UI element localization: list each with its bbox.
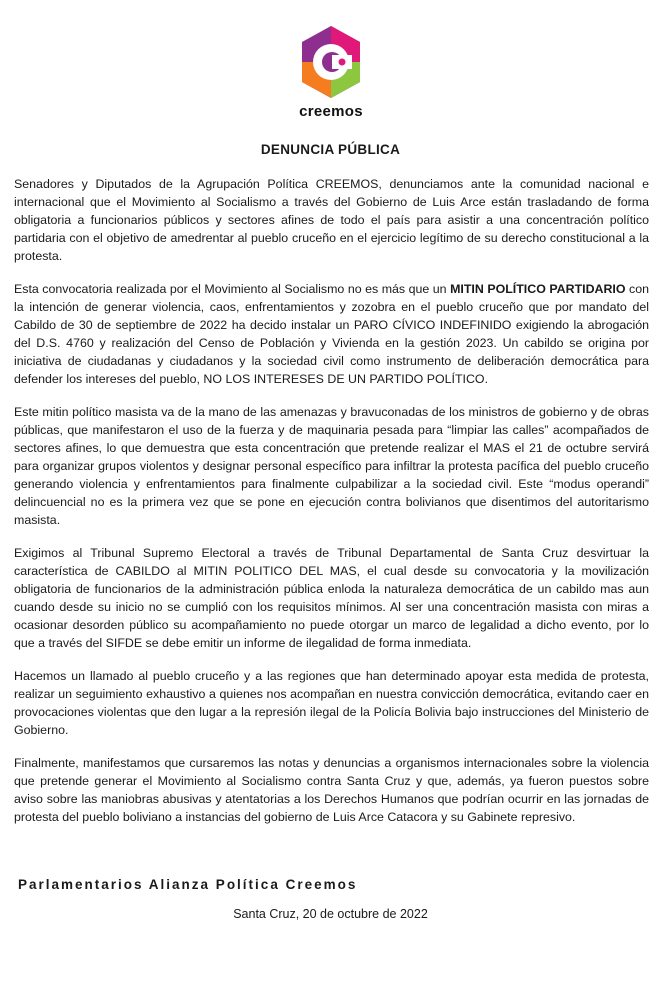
bold-text: MITIN POLÍTICO PARTIDARIO [450,282,626,296]
paragraph-text: Exigimos al Tribunal Supremo Electoral a través de Tribunal Departamental de Santa Cruz desvirtuar la característica de CABILDO al MITIN POLITICO DEL MAS, el cual desde su convocatoria y la movilización obligatoria de funcionarios de la administración pública enloda la naturaleza democrática de un cabildo mas aun cuando desde su inicio no se cumplió con los requisitos mínimos. Al ser una concentración masista con miras a ocasionar desorden público su acompañamiento no puede otorgar un marco de legalidad a dicho evento, por lo que a través del SIFDE se debe emitir un informe de ilegalidad de forma inmediata. [14,546,649,650]
paragraph-text: Finalmente, manifestamos que cursaremos las notas y denuncias a organismos internacionales sobre la violencia que pretende generar el Movimiento al Socialismo contra Santa Cruz y que, además, ya fueron puestos sobre aviso sobre las maniobras abusivas y atentatorias a los Derechos Humanos que podrían ocurrir en las jornadas de protesta del pueblo boliviano a instancias del gobierno de Luis Arce Catacora y su Gabinete represivo. [14,756,649,824]
paragraph-text: con la intención de generar violencia, caos, enfrentamientos y zozobra en el pueblo cruceño que por mandato del Cabildo de 30 de septiembre de 2022 ha decido instalar un PARO CÍVICO INDEFINIDO exigiendo la abrogación del D.S. 4760 y realización del Censo de Población y Vivienda en la gestión 2023. Un cabildo se origina por iniciativa de ciudadanas y ciudadanos y la sociedad civil como instrumento de deliberación democrática para defender los intereses del pueblo, NO LOS INTERESES DE UN PARTIDO POLÍTICO. [14,282,649,386]
paragraph [14,667,649,739]
paragraph [14,403,649,529]
paragraph-text: Senadores y Diputados de la Agrupación Política CREEMOS, denunciamos ante la comunidad nacional e internacional que el Movimiento al Socialismo a través del Gobierno de Luis Arce están trasladando de forma obligatoria a funcionarios públicos y sectores afines de todo el país para asistir a una concentración político partidaria con el objetivo de amedrentar al pueblo cruceño en el ejercicio legítimo de su derecho constitucional a la protesta. [14,177,649,263]
paragraph [14,280,649,388]
paragraph-text: Este mitin político masista va de la mano de las amenazas y bravuconadas de los ministros de gobierno y de obras públicas, que manifestaron el uso de la fuerza y de maquinaria pesada para “limpiar las calles” acompañados de sectores afines, lo que demuestra que esta concentración que pretende realizar el MAS el 21 de octubre servirá para organizar grupos violentos y designar personal específico para infiltrar la protesta pacífica del pueblo cruceño generando violencia y enfrentamientos para finalmente culpabilizar a la sociedad civil. Este “modus operandi” delincuencial no es la primera vez que se pone en ejecución contra bolivianos que disentimos del autoritarismo masista. [14,405,649,527]
document-body [14,175,649,841]
dateline: Santa Cruz, 20 de octubre de 2022 [233,907,428,921]
creemos-c-logo-icon [298,22,364,102]
paragraph-text: Esta convocatoria realizada por el Movimiento al Socialismo no es más que un [14,282,451,296]
paragraph [14,175,649,265]
document-title: DENUNCIA PÚBLICA [260,142,401,157]
paragraph [14,754,649,826]
paragraph [14,544,649,652]
creemos-logo [298,22,364,128]
logo-wordmark: creemos [299,103,363,120]
signature: Parlamentarios Alianza Política Creemos [18,877,358,892]
paragraph-text: Hacemos un llamado al pueblo cruceño y a las regiones que han determinado apoyar esta medida de protesta, realizar un seguimiento exhaustivo a quienes nos acompañan en nuestra convicción democrática, evitando caer en provocaciones violentas que den lugar a la represión ilegal de la Policía Bolivia bajo instrucciones del Ministerio de Gobierno. [14,669,649,737]
